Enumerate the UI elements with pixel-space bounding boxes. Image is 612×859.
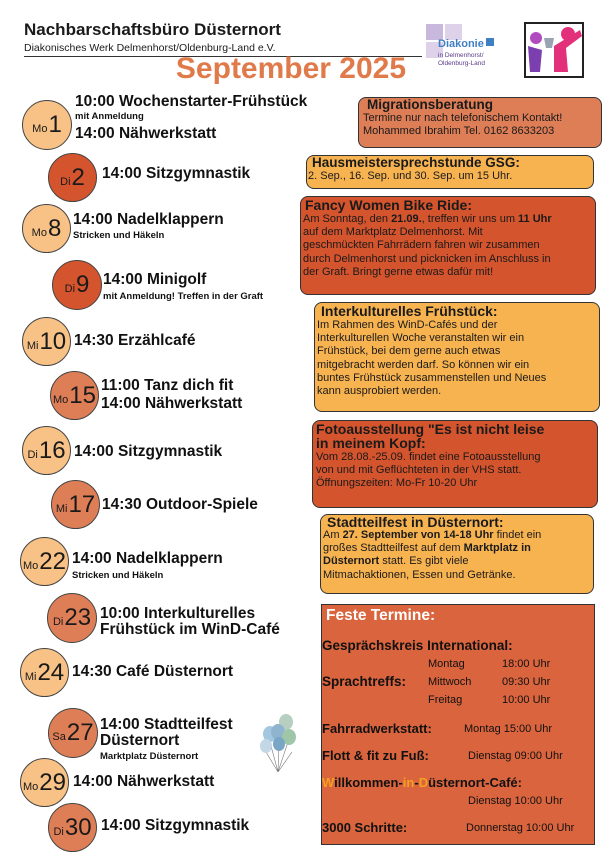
bike-ride-line-5: der Graft. Bringt gerne etwas dafür mit! bbox=[303, 265, 494, 278]
event-1-sewing: 14:00 Nähwerkstatt bbox=[75, 125, 217, 142]
date-circle-22: Mo 22 bbox=[20, 537, 69, 586]
caretaker-hours-box bbox=[306, 155, 594, 189]
diakonie-cross-icon bbox=[486, 38, 494, 46]
event-1-note: mit Anmeldung bbox=[75, 111, 144, 122]
language-meetings-label: Sprachtreffs: bbox=[322, 674, 407, 689]
language-time-monday: 18:00 Uhr bbox=[502, 658, 551, 670]
migration-line-1: Termine nur nach telefonischem Kontakt! bbox=[363, 112, 563, 124]
festival-title: Stadtteilfest in Düsternort: bbox=[327, 514, 504, 530]
breakfast-line-1: Im Rahmen des WinD-Cafés und der bbox=[317, 319, 498, 331]
caretaker-title: Hausmeistersprechstunde GSG: bbox=[312, 155, 520, 170]
event-24: 14:30 Café Düsternort bbox=[72, 663, 234, 680]
breakfast-line-3: Frühstück, bei dem gerne auch etwas bbox=[317, 345, 501, 358]
3000-steps-label: 3000 Schritte: bbox=[322, 820, 408, 835]
language-day-friday: Freitag bbox=[428, 694, 463, 706]
breakfast-line-5: buntes Frühstück zusammenstellen und Neues bbox=[317, 371, 547, 384]
event-15-dance: 11:00 Tanz dich fit bbox=[101, 377, 234, 394]
photo-line-3: Öffnungszeiten: Mo-Fr 10-20 Uhr bbox=[316, 477, 478, 490]
event-1-breakfast: 10:00 Wochenstarter-Frühstück bbox=[75, 93, 308, 110]
event-15-sewing: 14:00 Nähwerkstatt bbox=[101, 395, 243, 412]
event-29: 14:00 Nähwerkstatt bbox=[73, 773, 215, 790]
event-9: 14:00 Minigolf bbox=[103, 271, 207, 288]
event-17: 14:30 Outdoor-Spiele bbox=[102, 496, 258, 513]
photo-title-2: in meinem Kopf: bbox=[316, 435, 426, 451]
migration-counseling-box bbox=[358, 97, 602, 148]
event-27-note: Marktplatz Düsternort bbox=[100, 751, 199, 762]
migration-line-2: Mohammed Ibrahim Tel. 0162 8633203 bbox=[363, 125, 555, 138]
organization-subtitle: Diakonisches Werk Delmenhorst/Oldenburg-Land e.V. bbox=[24, 42, 276, 54]
bike-ride-title: Fancy Women Bike Ride: bbox=[305, 197, 473, 213]
bike-ride-box bbox=[300, 196, 596, 295]
event-23-line1: 10:00 Interkulturelles bbox=[100, 605, 256, 622]
regular-appointments-box bbox=[321, 604, 595, 845]
language-day-wednesday: Mittwoch bbox=[428, 676, 472, 688]
breakfast-line-2: Interkulturellen Woche veranstalten wir ein bbox=[317, 332, 525, 345]
diakonie-logo bbox=[424, 22, 504, 72]
event-22: 14:00 Nadelklappern bbox=[72, 550, 223, 567]
date-circle-30: Di 30 bbox=[48, 803, 97, 852]
event-2: 14:00 Sitzgymnastik bbox=[102, 165, 251, 182]
diakonie-region: in Delmenhorst/ Oldenburg-Land bbox=[438, 52, 485, 67]
intercultural-breakfast-box bbox=[314, 302, 600, 412]
event-8: 14:00 Nadelklappern bbox=[73, 211, 224, 228]
language-time-friday: 10:00 Uhr bbox=[502, 694, 551, 706]
date-circle-2: Di 2 bbox=[48, 153, 97, 202]
date-circle-8: Mo 8 bbox=[22, 204, 71, 253]
regular-appointments-title: Feste Termine: bbox=[326, 607, 436, 624]
photo-title-1: Fotoausstellung "Es ist nicht leise bbox=[316, 421, 545, 437]
neighborhood-logo-icon bbox=[524, 22, 584, 78]
caretaker-dates: 2. Sep., 16. Sep. und 30. Sep. um 15 Uhr. bbox=[308, 170, 513, 182]
photo-line-2: von und mit Geflüchteten in der VHS statt. bbox=[316, 464, 522, 477]
bike-workshop-time: Montag 15:00 Uhr bbox=[464, 723, 553, 735]
event-27-line1: 14:00 Stadtteilfest bbox=[100, 716, 233, 733]
event-16: 14:00 Sitzgymnastik bbox=[74, 443, 223, 460]
event-30: 14:00 Sitzgymnastik bbox=[101, 817, 250, 834]
discussion-group-label: Gesprächskreis International: bbox=[322, 638, 513, 653]
festival-line-2: großes Stadtteilfest auf dem Marktplatz in bbox=[323, 542, 531, 555]
event-27-line2: Düsternort bbox=[100, 732, 180, 749]
photo-exhibition-box bbox=[312, 420, 598, 508]
bike-ride-line-2: auf dem Marktplatz Delmenhorst. Mit bbox=[303, 226, 483, 239]
welcome-cafe-time: Dienstag 10:00 Uhr bbox=[468, 795, 563, 807]
month-title: September 2025 bbox=[175, 52, 407, 85]
neighborhood-festival-box bbox=[320, 514, 594, 594]
date-circle-1: Mo 1 bbox=[22, 100, 72, 150]
migration-title: Migrationsberatung bbox=[367, 97, 494, 112]
walking-group-time: Dienstag 09:00 Uhr bbox=[468, 750, 563, 762]
breakfast-title: Interkulturelles Frühstück: bbox=[321, 303, 498, 319]
balloons-icon bbox=[258, 712, 300, 774]
date-circle-29: Mo 29 bbox=[20, 758, 69, 807]
date-circle-10: Mi 10 bbox=[22, 317, 71, 366]
date-circle-16: Di 16 bbox=[22, 426, 71, 475]
bike-ride-line-4: durch Delmenhorst und picknicken im Anschluss in bbox=[303, 252, 551, 265]
date-circle-23: Di 23 bbox=[47, 593, 97, 643]
festival-line-4: Mitmachaktionen, Essen und Getränke. bbox=[323, 568, 516, 581]
photo-line-1: Vom 28.08.-25.09. findet eine Fotoausstellung bbox=[316, 451, 541, 463]
festival-line-1: Am 27. September von 14-18 Uhr findet ein bbox=[323, 529, 542, 541]
date-circle-15: Mo 15 bbox=[50, 371, 99, 420]
bike-ride-line-3: geschmückten Fahrrädern fahren wir zusammen bbox=[303, 239, 540, 252]
event-22-note: Stricken und Häkeln bbox=[72, 570, 164, 581]
date-circle-9: Di 9 bbox=[52, 260, 102, 310]
breakfast-line-6: kann ausprobiert werden. bbox=[317, 385, 442, 398]
festival-line-3: Düsternort statt. Es gibt viele bbox=[323, 555, 469, 568]
event-23-line2: Frühstück im WinD-Café bbox=[100, 621, 280, 638]
date-circle-27: Sa 27 bbox=[48, 708, 98, 758]
3000-steps-time: Donnerstag 10:00 Uhr bbox=[466, 822, 575, 834]
walking-group-label: Flott & fit zu Fuß: bbox=[322, 748, 429, 763]
bike-ride-line-1: Am Sonntag, den 21.09., treffen wir uns um 11 Uhr bbox=[303, 213, 552, 225]
event-10: 14:30 Erzählcafé bbox=[74, 332, 196, 349]
event-9-note: mit Anmeldung! Treffen in der Graft bbox=[103, 291, 264, 302]
breakfast-line-4: mitgebracht werden darf. So können wir ein bbox=[317, 358, 530, 371]
language-time-wednesday: 09:30 Uhr bbox=[502, 676, 551, 688]
date-circle-24: Mi 24 bbox=[20, 648, 69, 697]
date-circle-17: Mi 17 bbox=[51, 480, 100, 529]
welcome-cafe-label: Willkommen-in-Düsternort-Café: bbox=[322, 775, 522, 790]
organization-title: Nachbarschaftsbüro Düsternort bbox=[24, 20, 281, 39]
event-8-note: Stricken und Häkeln bbox=[73, 230, 165, 241]
diakonie-wordmark: Diakonie bbox=[438, 38, 494, 50]
language-day-monday: Montag bbox=[428, 658, 465, 670]
bike-workshop-label: Fahrradwerkstatt: bbox=[322, 721, 432, 736]
